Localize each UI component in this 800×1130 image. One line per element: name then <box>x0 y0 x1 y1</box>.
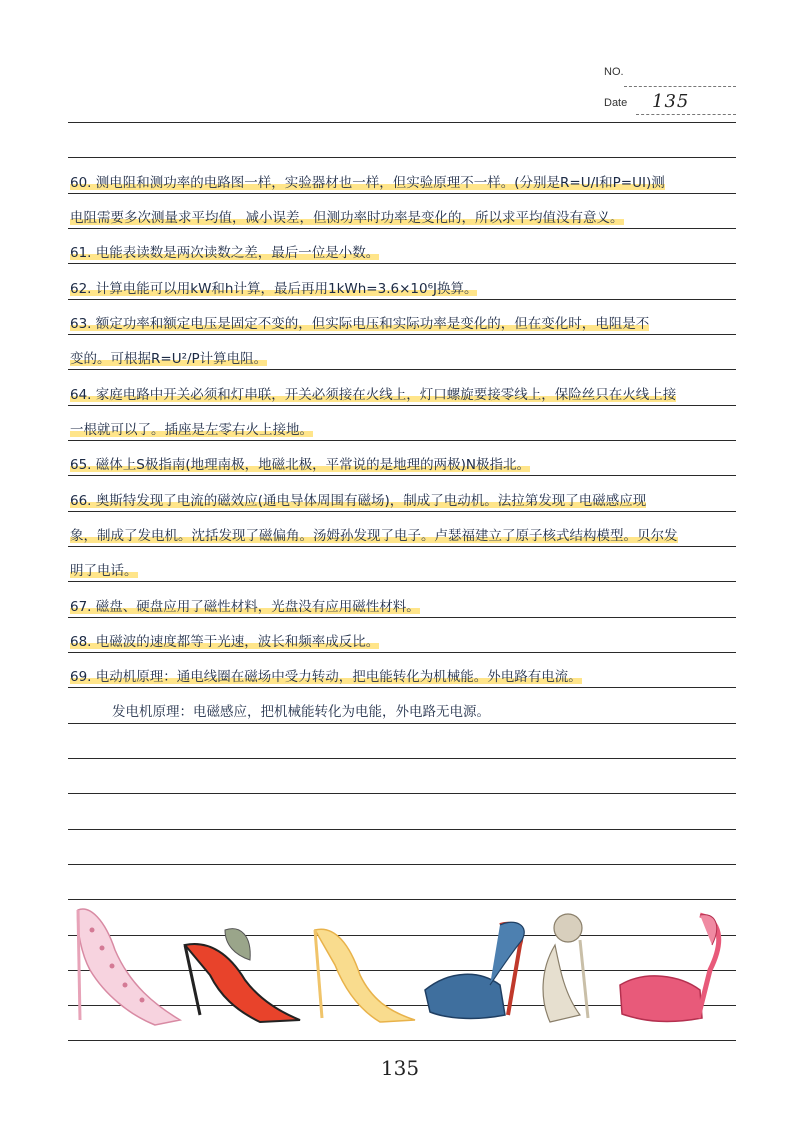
note-line: 64. 家庭电路中开关必须和灯串联，开关必须接在火线上，灯口螺旋要接零线上，保险丝只在火线上接 <box>70 387 677 403</box>
ruled-line <box>68 687 736 688</box>
page-number: 135 <box>380 1056 420 1080</box>
ruled-line <box>68 581 736 582</box>
date-value: 135 <box>652 91 690 112</box>
ruled-line <box>68 157 736 158</box>
blue-strappy-heel-icon <box>425 922 524 1018</box>
note-line: 67. 磁盘、硬盘应用了磁性材料，光盘没有应用磁性材料。 <box>70 599 420 615</box>
note-line: 象，制成了发电机。沈括发现了磁偏角。汤姆孙发现了电子。卢瑟福建立了原子核式结构模型。贝尔发 <box>70 528 678 544</box>
ruled-line <box>68 405 736 406</box>
date-label: Date <box>604 97 628 109</box>
ruled-line <box>68 193 736 194</box>
ruled-line <box>68 617 736 618</box>
ruled-line <box>68 758 736 759</box>
note-line: 发电机原理：电磁感应，把机械能转化为电能，外电路无电源。 <box>112 704 490 720</box>
pink-studded-heel-icon <box>78 909 180 1025</box>
note-line: 变的。可根据R=U²/P计算电阻。 <box>70 351 268 367</box>
ruled-line <box>68 228 736 229</box>
pink-ruffled-pump-icon <box>620 915 719 1022</box>
ruled-line <box>68 511 736 512</box>
ruled-line <box>68 652 736 653</box>
note-line: 60. 测电阻和测功率的电路图一样，实验器材也一样，但实验原理不一样。(分别是R=U/I和P=UI)测 <box>70 175 665 191</box>
no-line <box>624 86 736 87</box>
note-line: 62. 计算电能可以用kW和h计算，最后再用1kWh=3.6×10⁶J换算。 <box>70 281 478 297</box>
ruled-line <box>68 440 736 441</box>
note-line: 69. 电动机原理：通电线圈在磁场中受力转动，把电能转化为机械能。外电路有电流。 <box>70 669 582 685</box>
ruled-line <box>68 334 736 335</box>
ruled-line <box>68 829 736 830</box>
note-line: 63. 额定功率和额定电压是固定不变的，但实际电压和实际功率是变化的，但在变化时，电阻是不 <box>70 316 650 332</box>
ruled-line <box>68 122 736 123</box>
note-line: 66. 奥斯特发现了电流的磁效应(通电导体周围有磁场)，制成了电动机。法拉第发现了电磁感应现 <box>70 493 647 509</box>
ruled-line <box>68 475 736 476</box>
note-line: 一根就可以了。插座是左零右火上接地。 <box>70 422 313 438</box>
orange-black-pump-icon <box>185 929 300 1022</box>
ruled-line <box>68 369 736 370</box>
ruled-line <box>68 793 736 794</box>
note-line: 68. 电磁波的速度都等于光速，波长和频率成反比。 <box>70 634 380 650</box>
date-line <box>636 114 736 115</box>
ruled-line <box>68 299 736 300</box>
ruled-line <box>68 546 736 547</box>
ruled-line <box>68 723 736 724</box>
note-line: 65. 磁体上S极指南(地理南极，地磁北极，平常说的是地理的两极)N极指北。 <box>70 457 530 473</box>
yellow-pump-icon <box>315 929 415 1022</box>
ruled-line <box>68 1040 736 1041</box>
no-label: NO. <box>604 66 624 78</box>
high-heel-shoes-illustration <box>60 900 740 1030</box>
note-line: 61. 电能表读数是两次读数之差，最后一位是小数。 <box>70 245 380 261</box>
note-line: 电阻需要多次测量求平均值，减小误差，但测功率时功率是变化的，所以求平均值没有意义。 <box>70 210 624 226</box>
note-line: 明了电话。 <box>70 563 138 579</box>
ruled-line <box>68 864 736 865</box>
silver-jeweled-sandal-icon <box>543 914 588 1022</box>
ruled-line <box>68 263 736 264</box>
